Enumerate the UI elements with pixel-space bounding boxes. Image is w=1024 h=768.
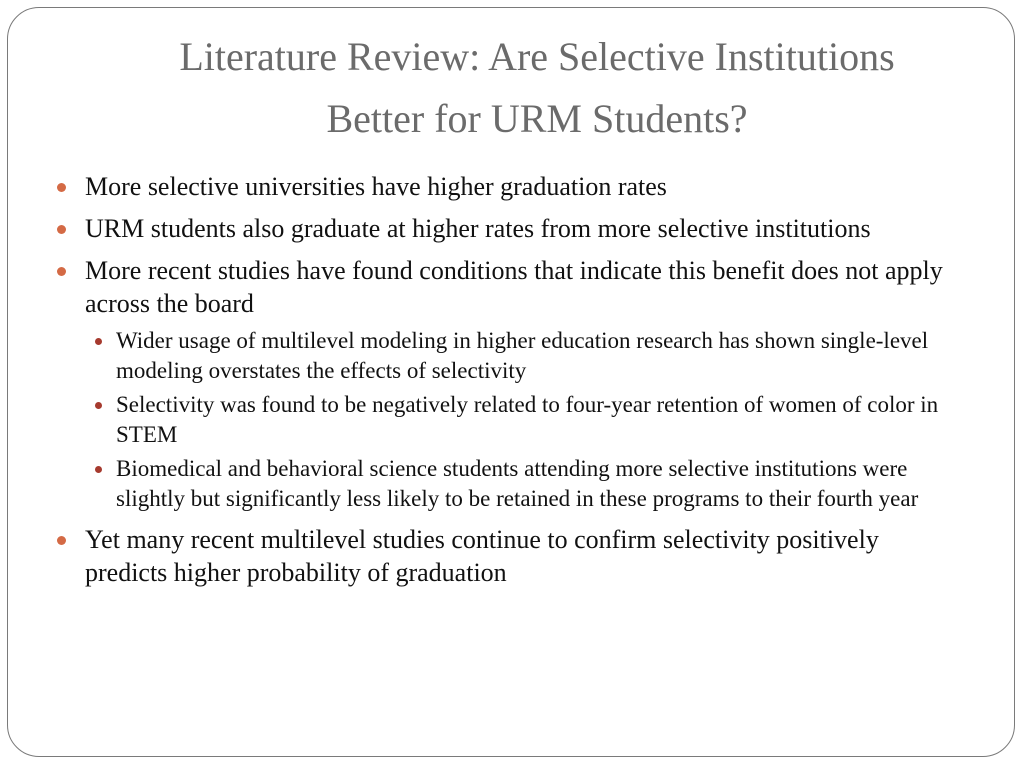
sub-bullet-item [85, 326, 955, 386]
sub-bullet-list [85, 326, 955, 514]
bullet-dot-icon [57, 267, 66, 276]
bullet-item [55, 212, 955, 245]
bullet-text: More recent studies have found conditions that indicate this benefit does not apply across the board [85, 256, 943, 318]
bullet-text: Yet many recent multilevel studies continue to confirm selectivity positively predicts higher probability of graduation [85, 525, 879, 587]
sub-bullet-dot-icon [95, 466, 102, 473]
bullet-dot-icon [57, 225, 66, 234]
bullet-dot-icon [57, 183, 66, 192]
slide-title [100, 26, 974, 150]
sub-bullet-dot-icon [95, 338, 102, 345]
bullet-item [55, 254, 955, 514]
bullet-text: URM students also graduate at higher rates from more selective institutions [85, 214, 871, 243]
bullet-item [55, 523, 955, 589]
sub-bullet-dot-icon [95, 402, 102, 409]
bullet-dot-icon [57, 536, 66, 545]
sub-bullet-text: Wider usage of multilevel modeling in higher education research has shown single-level modeling overstates the effects of selectivity [116, 328, 929, 383]
slide-title-line-2: Better for URM Students? [326, 96, 748, 141]
bullet-list [55, 170, 955, 589]
slide-content [55, 170, 955, 598]
sub-bullet-text: Biomedical and behavioral science students attending more selective institutions were slightly but significantly less likely to be retained in these programs to their fourth year [116, 456, 919, 511]
sub-bullet-item [85, 390, 955, 450]
bullet-text: More selective universities have higher graduation rates [85, 172, 667, 201]
sub-bullet-item [85, 454, 955, 514]
slide-title-line-1: Literature Review: Are Selective Institutions [179, 34, 895, 79]
sub-bullet-text: Selectivity was found to be negatively related to four-year retention of women of color in STEM [116, 392, 939, 447]
bullet-item [55, 170, 955, 203]
